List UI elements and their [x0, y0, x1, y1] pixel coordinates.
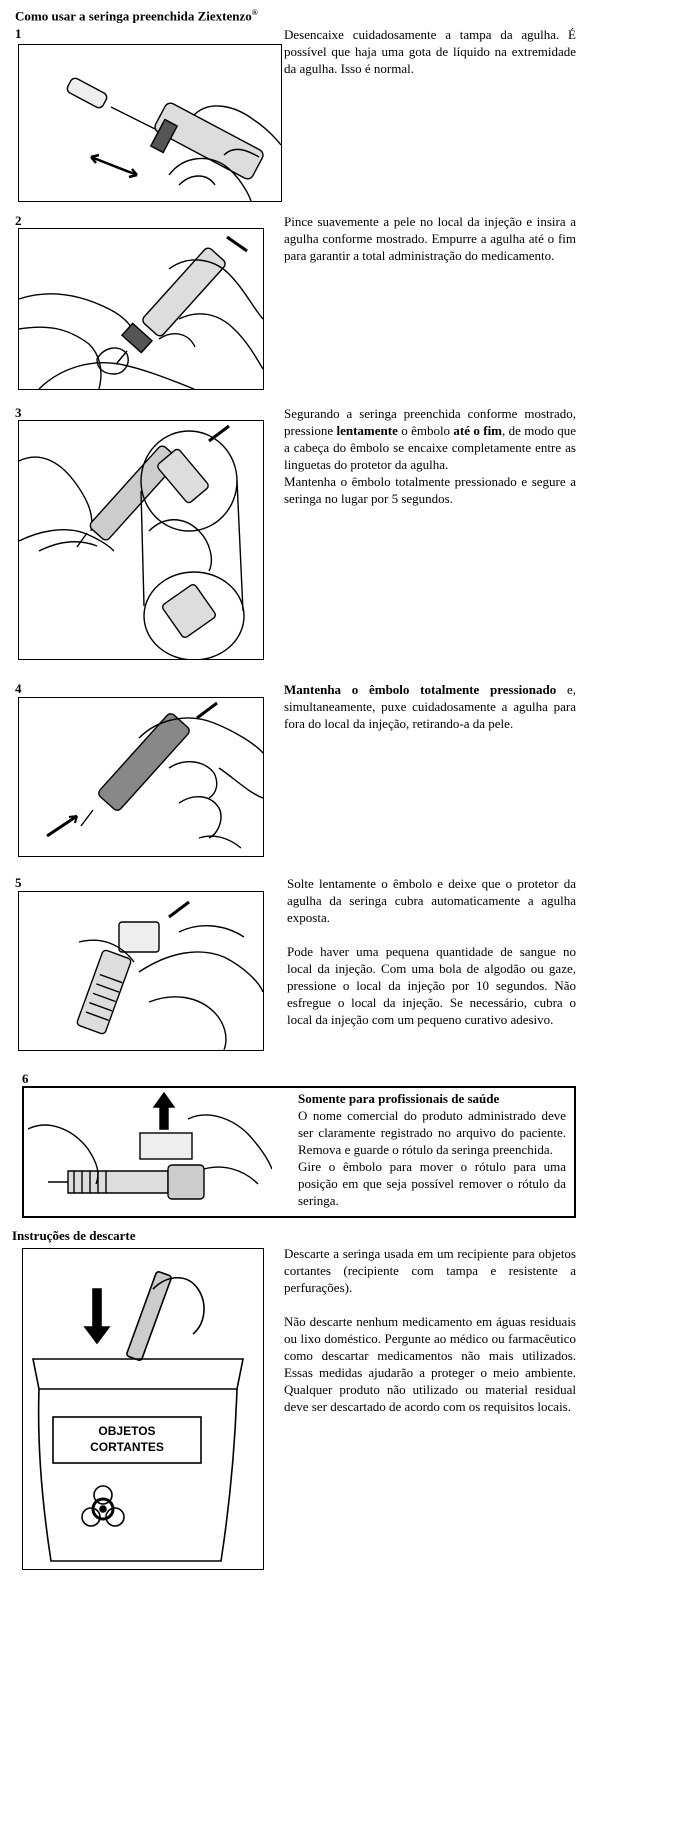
step-2-illustration [18, 228, 264, 390]
step-6-text [298, 1090, 566, 1209]
step-3-paragraph-2: Mantenha o êmbolo totalmente pressionado e segure a seringa no lugar por 5 segundos. [284, 474, 576, 506]
step-5-number: 5 [15, 875, 22, 890]
remove-needle-cap-drawing [19, 45, 281, 201]
step-4-number: 4 [15, 681, 22, 696]
step-4-illustration [18, 697, 264, 857]
step-4-paragraph: Mantenha o êmbolo totalmente pressionado e, simultaneamente, puxe cuidadosamente a agulha para fora do local da injeção, retirando-a da pele. [284, 682, 576, 731]
step-4-text [284, 681, 576, 732]
sharps-container-drawing [23, 1249, 263, 1569]
container-label-line-1: OBJETOS [98, 1424, 156, 1438]
disposal-text [284, 1245, 576, 1415]
disposal-illustration [22, 1248, 264, 1570]
step-5-text [287, 875, 576, 1028]
insert-needle-drawing [19, 229, 263, 389]
press-plunger-drawing [19, 421, 263, 659]
step-3-paragraph-1: Segurando a seringa preenchida conforme mostrado, pressione lentamente o êmbolo até o fim, de modo que a cabeça do êmbolo se encaixe completamente entre as linguetas do protetor da agulha. [284, 406, 576, 472]
biohazard-icon [82, 1486, 124, 1526]
step-5-paragraph-2: Pode haver uma pequena quantidade de sangue no local da injeção. Com uma bola de algodão ou gaze, pressione o local da injeção por 10 segundos. Não esfregue o local da injeção. Se necessário, cubra o local da injeção com um pequeno curativo adesivo. [287, 944, 576, 1027]
trademark-symbol: ® [251, 8, 258, 17]
emphasis-keep-pressed: Mantenha o êmbolo totalmente pressionado [284, 682, 557, 697]
step-3-illustration [18, 420, 264, 660]
emphasis-all-the-way: até o fim [453, 423, 503, 438]
step-6-number: 6 [22, 1071, 29, 1086]
step-3-text [284, 405, 576, 507]
step-6-paragraph-1: O nome comercial do produto administrado deve ser claramente registrado no arquivo do paciente. Remova e guarde o rótulo da seringa preenchida. [298, 1108, 566, 1157]
disposal-paragraph-2: Não descarte nenhum medicamento em águas residuais ou lixo doméstico. Pergunte ao médico ou farmacêutico como descartar medicamentos não mais utilizados. Essas medidas ajudarão a proteger o meio ambiente. Qualquer produto não utilizado ou material residual deve ser descartado de acordo com os requisitos locais. [284, 1314, 576, 1414]
step-6-illustration [28, 1089, 272, 1213]
withdraw-needle-drawing [19, 698, 263, 856]
container-label-line-2: CORTANTES [90, 1440, 164, 1454]
emphasis-slowly: lentamente [336, 423, 398, 438]
remove-label-drawing [28, 1089, 272, 1213]
title-text: Como usar a seringa preenchida Ziextenzo [15, 8, 252, 24]
step-1-number: 1 [15, 26, 22, 41]
step-2-text [284, 213, 576, 264]
step-6-paragraph-2: Gire o êmbolo para mover o rótulo para uma posição em que seja possível remover o rótulo da seringa. [298, 1159, 566, 1208]
step-2-paragraph: Pince suavemente a pele no local da injeção e insira a agulha conforme mostrado. Empurre a agulha até o fim para garantir a total administração do medicamento. [284, 214, 576, 263]
step-3-number: 3 [15, 405, 22, 420]
step-1-illustration [18, 44, 282, 202]
step-1-text [284, 26, 576, 77]
healthcare-professionals-heading: Somente para profissionais de saúde [298, 1091, 500, 1106]
step-5-paragraph-1: Solte lentamente o êmbolo e deixe que o protetor da agulha da seringa cubra automaticamente a agulha exposta. [287, 876, 576, 925]
disposal-heading: Instruções de descarte [12, 1228, 136, 1243]
step-2-number: 2 [15, 213, 22, 228]
disposal-paragraph-1: Descarte a seringa usada em um recipiente para objetos cortantes (recipiente com tampa e resistente a perfurações). [284, 1246, 576, 1295]
step-1-paragraph: Desencaixe cuidadosamente a tampa da agulha. É possível que haja uma gota de líquido na extremidade da agulha. Isso é normal. [284, 27, 576, 76]
page-title [15, 8, 258, 24]
needle-guard-drawing [19, 892, 263, 1050]
step-5-illustration [18, 891, 264, 1051]
